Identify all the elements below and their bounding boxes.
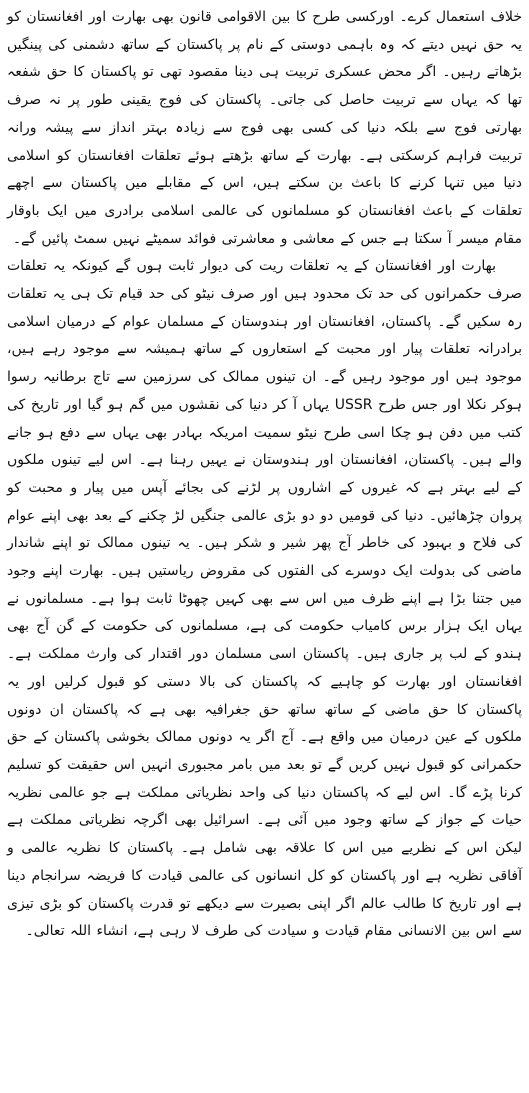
article-paragraph-1: خلاف استعمال کرے۔ اورکسی طرح کا بین الاقوامی قانون بھی بھارت اور افغانستان کو یہ حق نہیں دیتے کہ وہ باہمی دوستی کے نام پر پاکستان کے ساتھ دشمنی کی پینگیں بڑھاتے رہیں۔ اگر محض عسکری تربیت ہی دینا مقصود تھی تو پاکستان کا حق شفعہ تھا کہ یہاں سے تربیت حاصل کی جاتی۔ پاکستان کی فوج یقینی طور پر نہ صرف بھارتی فوج سے بلکہ دنیا کی کسی بھی فوج سے زیادہ بہتر انداز سے پیشہ ورانہ تربیت فراہم کرسکتی ہے۔ بھارت کے ساتھ بڑھتے ہوئے تعلقات افغانستان کو اسلامی دنیا میں تنہا کرنے کا باعث بن سکتے ہیں، اس کے مقابلے میں پاکستان سے اچھے تعلقات کے باعث افغانستان کو مسلمانوں کی عالمی اسلامی برادری میں ایک باوقار مقام میسر آ سکتا ہے جس کے معاشی و معاشرتی فوائد سمیٹے نہیں سمٹ پائیں گے۔ <box>7 9 522 247</box>
article-paragraph-2: بھارت اور افغانستان کے یہ تعلقات ریت کی دیوار ثابت ہوں گے کیونکہ یہ تعلقات صرف حکمرانوں کی حد تک محدود ہیں اور صرف نیٹو کی حد قیام تک ہی یہ تعلقات رہ سکیں گے۔ پاکستان، افغانستان اور ہندوستان کے مسلمان عوام کے درمیان اسلامی برادرانہ تعلقات پیار اور محبت کے استعاروں کے ساتھ ہمیشہ سے موجود رہے ہیں، موجود ہیں اور موجود رہیں گے۔ ان تینوں ممالک کی سرزمین سے تاج برطانیہ رسوا ہوکر نکلا اور جس طرح USSR یہاں آ کر دنیا کی نقشوں میں گم ہو گیا اور تاریخ کی کتب میں دفن ہو چکا اسی طرح نیٹو سمیت امریکہ بہادر بھی یہاں سے دفع ہو جانے والے ہیں۔ پاکستان، افغانستان اور ہندوستان نے یہیں رہنا ہے۔ اس لیے تینوں ملکوں کے لیے بہتر ہے کہ غیروں کے اشاروں پر لڑنے کی بجائے آپس میں پیار و محبت کو پروان چڑھائیں۔ دنیا کی قومیں دو دو بڑی عالمی جنگیں لڑ چکنے کے بعد بھی اپنے عوام کی فلاح و بہبود کی خاطر آج پھر شیر و شکر ہیں۔ یہ تینوں ممالک تو اپنے شاندار ماضی کی بدولت ایک دوسرے کی الفتوں کی مقروض ریاستیں ہیں۔ بھارت اپنے وجود میں جتنا بڑا ہے اپنے ظرف میں اس سے بھی کہیں چھوٹا ثابت ہوا ہے۔ مسلمانوں نے یہاں ایک ہزار برس کامیاب حکومت کی ہے، مسلمانوں کی حکومت کے گن آج بھی ہندو کے لب پر جاری ہیں۔ پاکستان اسی مسلمان دور اقتدار کی وارث مملکت ہے۔ افغانستان اور بھارت کو چاہیے کہ پاکستان کی بالا دستی کو قبول کرلیں اور یہ پاکستان کا حق ماضی کے ساتھ ساتھ حق جغرافیہ بھی ہے کہ پاکستان ان دونوں ملکوں کے عین درمیان میں واقع ہے۔ آج اگر یہ دونوں ممالک بخوشی پاکستان کے حق حکمرانی کو قبول نہیں کریں گے تو بعد میں بامر مجبوری انہیں اس حقیقت کو تسلیم کرنا پڑے گا۔ اس لیے کہ پاکستان دنیا کی واحد نظریاتی مملکت ہے جو عالمی نظریہ حیات کے جواز کے ساتھ وجود میں آئی ہے۔ اسرائیل بھی اگرچہ نظریاتی مملکت ہے لیکن اس کے نظریے میں اس کا علاقہ بھی شامل ہے۔ پاکستان کا نظریہ عالمی و آفاقی نظریہ ہے اور پاکستان کو کل انسانوں کی عالمی قیادت کا فریضہ سرانجام دینا ہے اور تاریخ کا طالب عالم اگر اپنی بصیرت سے دیکھے تو قدرت پاکستان کو بڑی تیزی سے اس بین الانسانی مقام قیادت و سیادت کی طرف لا رہی ہے، انشاء اللہ تعالی۔ <box>7 258 522 940</box>
